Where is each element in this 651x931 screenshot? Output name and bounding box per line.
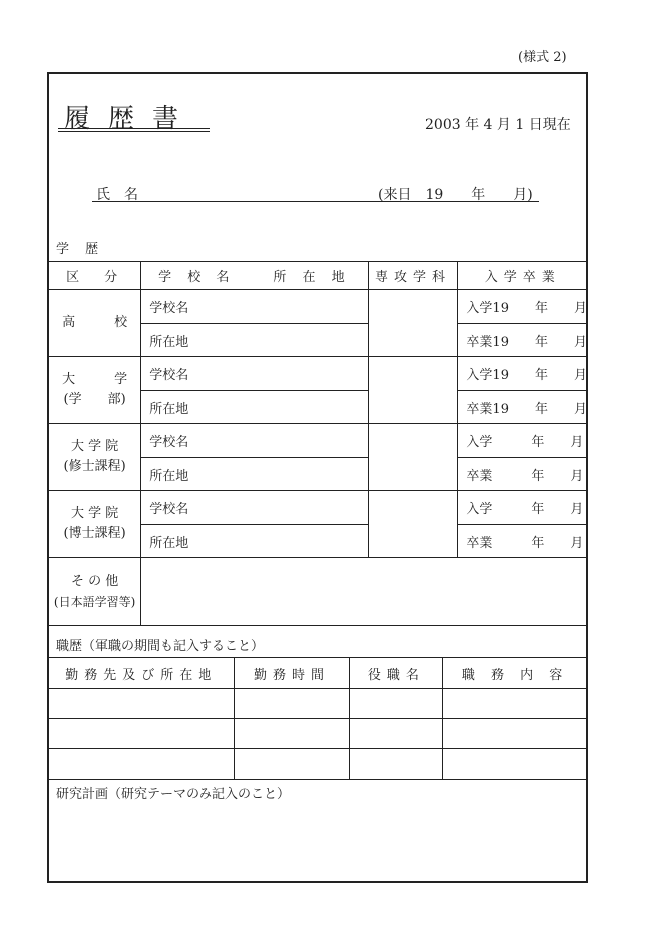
school-name-field[interactable]: 学校名	[141, 290, 368, 324]
title-underline	[58, 128, 210, 129]
as-of-date: 2003 年 4 月 1 日現在	[425, 117, 571, 133]
school-location-field[interactable]: 所在地	[141, 324, 368, 357]
school-location-field[interactable]: 所在地	[141, 391, 368, 424]
position-field[interactable]	[350, 719, 443, 749]
name-label: 氏名	[96, 187, 152, 203]
header-entry-grad: 入学卒業	[458, 262, 588, 290]
hours-field[interactable]	[234, 749, 350, 780]
employer-field[interactable]	[49, 689, 235, 719]
header-category: 区 分	[49, 262, 141, 290]
education-section-label: 学 歴	[56, 242, 105, 257]
entry-date-field[interactable]: 入学19 年 月	[458, 357, 588, 391]
graduation-date-field[interactable]: 卒業19 年 月	[458, 391, 588, 424]
title-underline-double	[58, 131, 210, 132]
entry-date-field[interactable]: 入学 年 月	[458, 424, 588, 458]
position-field[interactable]	[350, 749, 443, 780]
major-field[interactable]	[368, 491, 458, 558]
employer-field[interactable]	[49, 749, 235, 780]
header-employer: 勤務先及び所在地	[49, 658, 235, 689]
hours-field[interactable]	[234, 719, 350, 749]
category-high-school: 高 校	[49, 290, 141, 357]
school-name-field[interactable]: 学校名	[141, 357, 368, 391]
school-name-field[interactable]: 学校名	[141, 424, 368, 458]
form-style-number: (様式 2)	[518, 50, 567, 65]
duties-field[interactable]	[443, 689, 588, 719]
position-field[interactable]	[350, 689, 443, 719]
form-title: 履歴書	[64, 104, 197, 134]
graduation-date-field[interactable]: 卒業 年 月	[458, 458, 588, 491]
category-university: 大 学 (学 部)	[49, 357, 141, 424]
header-duties: 職 務 内 容	[443, 658, 588, 689]
employment-table	[48, 657, 588, 780]
major-field[interactable]	[368, 290, 458, 357]
research-plan-label: 研究計画（研究テーマのみ記入のこと）	[56, 787, 291, 802]
other-details-field[interactable]	[141, 558, 588, 626]
major-field[interactable]	[368, 357, 458, 424]
duties-field[interactable]	[443, 719, 588, 749]
duties-field[interactable]	[443, 749, 588, 780]
research-plan-field[interactable]	[50, 802, 586, 880]
arrival-date: (来日 19 年 月)	[378, 187, 533, 203]
entry-date-field[interactable]: 入学19 年 月	[458, 290, 588, 324]
category-doctorate: 大 学 院 (博士課程)	[49, 491, 141, 558]
hours-field[interactable]	[234, 689, 350, 719]
employment-section-label: 職歴（軍職の期間も記入すること）	[56, 639, 265, 654]
graduation-date-field[interactable]: 卒業 年 月	[458, 525, 588, 558]
school-name-field[interactable]: 学校名	[141, 491, 368, 525]
school-location-field[interactable]: 所在地	[141, 525, 368, 558]
school-location-field[interactable]: 所在地	[141, 458, 368, 491]
education-table	[48, 261, 588, 626]
entry-date-field[interactable]: 入学 年 月	[458, 491, 588, 525]
category-masters: 大 学 院 (修士課程)	[49, 424, 141, 491]
employer-field[interactable]	[49, 719, 235, 749]
header-school-location: 学 校 名 所 在 地	[141, 262, 368, 290]
name-field[interactable]	[92, 201, 539, 202]
header-position: 役職名	[350, 658, 443, 689]
graduation-date-field[interactable]: 卒業19 年 月	[458, 324, 588, 357]
major-field[interactable]	[368, 424, 458, 491]
category-other: そ の 他 (日本語学習等)	[49, 558, 141, 626]
header-hours: 勤務時間	[234, 658, 350, 689]
header-major: 専攻学科	[368, 262, 458, 290]
